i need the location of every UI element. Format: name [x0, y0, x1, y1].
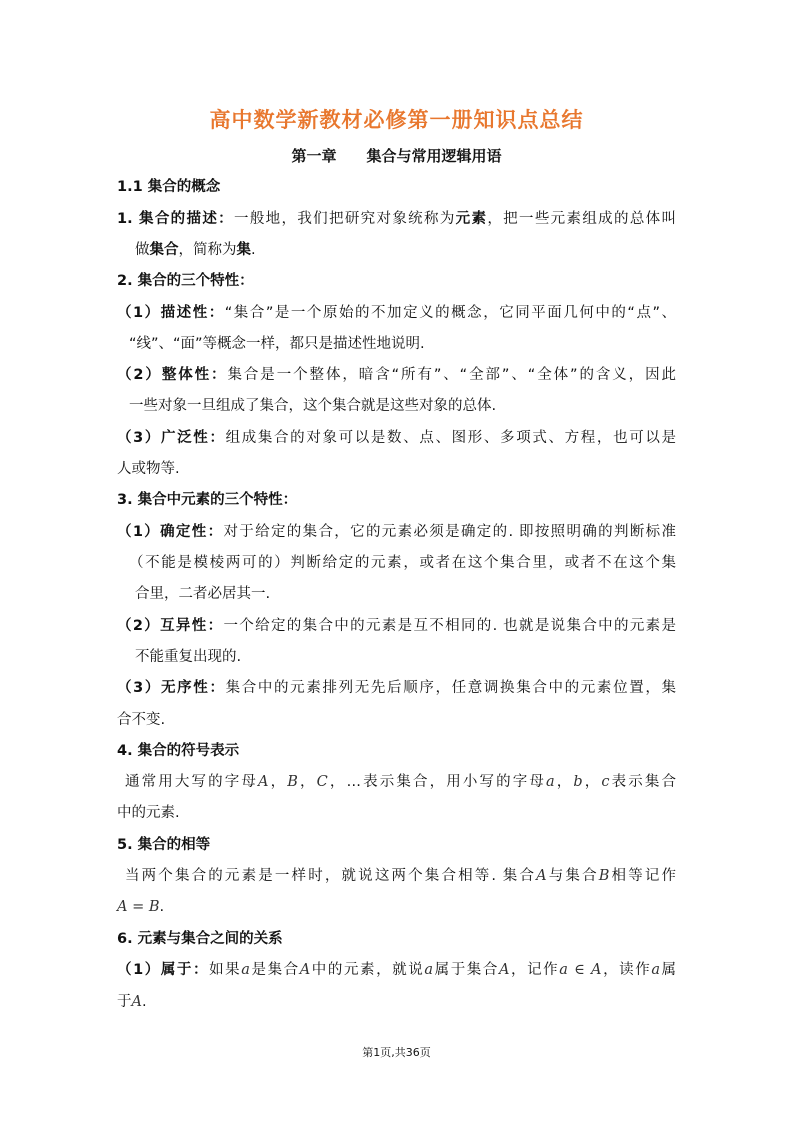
bold-term: （1）属于： — [117, 962, 210, 978]
text-span: 不能重复出现的. — [135, 649, 242, 665]
text-line — [117, 365, 676, 385]
text-span: （不能是模棱两可的）判断给定的元素，或者在这个集合里，或者不在这个集 — [129, 555, 676, 571]
text-span: 做 — [135, 242, 150, 258]
text-line — [117, 209, 676, 229]
text-span: 集合是一个整体，暗含“所有”、“全部”、“全体”的含义，因此 — [227, 367, 676, 383]
text-span: . — [251, 242, 256, 258]
math-symbol: a — [241, 962, 250, 978]
text-span: “线”、“面”等概念一样，都只是描述性地说明. — [129, 336, 425, 352]
math-symbol: A — [257, 774, 269, 790]
section-heading — [117, 490, 676, 510]
document-title: 高中数学新教材必修第一册知识点总结 — [209, 108, 584, 132]
text-line — [117, 303, 676, 323]
bold-term: 2. 集合的三个特性： — [117, 273, 254, 289]
bold-term: （3）广泛性： — [117, 430, 226, 446]
text-span: 中的元素. — [117, 805, 180, 821]
text-span: ， — [554, 774, 574, 790]
bold-term: 3. 集合中元素的三个特性： — [117, 492, 298, 508]
text-span: 合里，二者必居其一. — [135, 586, 271, 602]
text-span: . — [159, 899, 165, 915]
text-line — [117, 897, 676, 917]
chapter-name: 集合与常用逻辑用语 — [366, 147, 502, 165]
math-symbol: a — [651, 962, 660, 978]
math-symbol: A — [299, 962, 311, 978]
text-span: ， — [582, 774, 602, 790]
bold-term: 集 — [236, 242, 251, 258]
text-span: 如果 — [209, 962, 242, 978]
bold-term: （1）确定性： — [117, 524, 224, 540]
text-span: 一个给定的集合中的元素是互不相同的. 也就是说集合中的元素是 — [223, 618, 677, 634]
bold-term: （1）描述性： — [117, 305, 225, 321]
bold-term: 5. 集合的相等 — [117, 837, 211, 853]
math-symbol: A — [498, 962, 510, 978]
math-symbol: B — [598, 868, 610, 884]
text-span: 属于集合 — [433, 962, 499, 978]
text-span: 组成集合的对象可以是数、点、图形、多项式、方程，也可以是 — [225, 430, 677, 446]
text-line — [117, 710, 676, 730]
text-span: 是集合 — [249, 962, 300, 978]
text-span: “集合”是一个原始的不加定义的概念，它同平面几何中的“点”、 — [224, 305, 677, 321]
text-line — [117, 803, 676, 823]
text-span: ，…表示集合，用小写的字母 — [327, 774, 546, 790]
text-line — [125, 772, 676, 792]
text-span: 合不变. — [117, 712, 166, 728]
bold-term: （2）互异性： — [117, 618, 224, 634]
text-span: 一般地，我们把研究对象统称为 — [233, 211, 456, 227]
math-symbol: a — [424, 962, 434, 978]
text-span: 于 — [117, 994, 132, 1010]
bold-term: （3）无序性： — [117, 680, 226, 696]
section-heading — [117, 741, 676, 761]
text-span: 中的元素，就说 — [310, 962, 425, 978]
text-line — [117, 960, 676, 980]
chapter-heading — [0, 145, 793, 166]
bold-term: 元素 — [455, 211, 488, 227]
bold-term: （2）整体性： — [117, 367, 228, 383]
text-line — [117, 522, 676, 542]
math-symbol: A = B — [117, 899, 160, 915]
section-heading — [117, 177, 676, 197]
bold-term: 6. 元素与集合之间的关系 — [117, 931, 283, 947]
text-line — [135, 647, 676, 667]
text-line — [117, 459, 676, 479]
text-span: ，读作 — [601, 962, 652, 978]
text-line — [125, 866, 676, 886]
text-line — [135, 240, 676, 260]
text-line — [117, 428, 676, 448]
text-span: 一些对象一旦组成了集合，这个集合就是这些对象的总体. — [129, 398, 497, 414]
math-symbol: C — [316, 774, 328, 790]
text-span: 集合中的元素排列无先后顺序，任意调换集合中的元素位置，集 — [225, 680, 677, 696]
bold-term: 4. 集合的符号表示 — [117, 743, 240, 759]
math-symbol: b — [573, 774, 583, 790]
text-line — [117, 616, 676, 636]
section-heading — [117, 271, 676, 291]
text-line — [117, 992, 676, 1012]
section-heading — [117, 835, 676, 855]
text-span: ，记作 — [509, 962, 560, 978]
text-span: . — [141, 994, 147, 1010]
math-symbol: a ∈ A — [559, 962, 602, 978]
text-span: ， — [297, 774, 317, 790]
section-heading — [117, 929, 676, 949]
text-line — [117, 678, 676, 698]
text-line — [135, 584, 676, 604]
math-symbol: c — [601, 774, 610, 790]
text-span: 表示集合 — [609, 774, 677, 790]
text-span: 对于给定的集合，它的元素必须是确定的. 即按照明确的判断标准 — [223, 524, 677, 540]
text-span: 属 — [659, 962, 677, 978]
text-span: 通常用大写的字母 — [125, 774, 258, 790]
text-line — [129, 334, 676, 354]
bold-term: 1. 集合的描述： — [117, 211, 234, 227]
math-symbol: B — [287, 774, 298, 790]
text-span: 与集合 — [546, 868, 599, 884]
text-span: ，简称为 — [178, 242, 237, 258]
page-footer: 第1页,共36页 — [362, 1046, 431, 1059]
math-symbol: A — [131, 994, 142, 1010]
text-span: ， — [268, 774, 288, 790]
chapter-number: 第一章 — [291, 147, 337, 165]
math-symbol: A — [536, 868, 547, 884]
math-symbol: a — [545, 774, 555, 790]
text-span: 人或物等. — [117, 461, 180, 477]
text-span: ，把一些元素组成的总体叫 — [487, 211, 676, 227]
bold-term: 1.1 集合的概念 — [117, 179, 221, 195]
text-span: 当两个集合的元素是一样时，就说这两个集合相等. 集合 — [125, 868, 537, 884]
bold-term: 集合 — [149, 242, 179, 258]
text-span: 相等记作 — [609, 868, 677, 884]
text-line — [129, 553, 676, 573]
text-line — [129, 396, 676, 416]
